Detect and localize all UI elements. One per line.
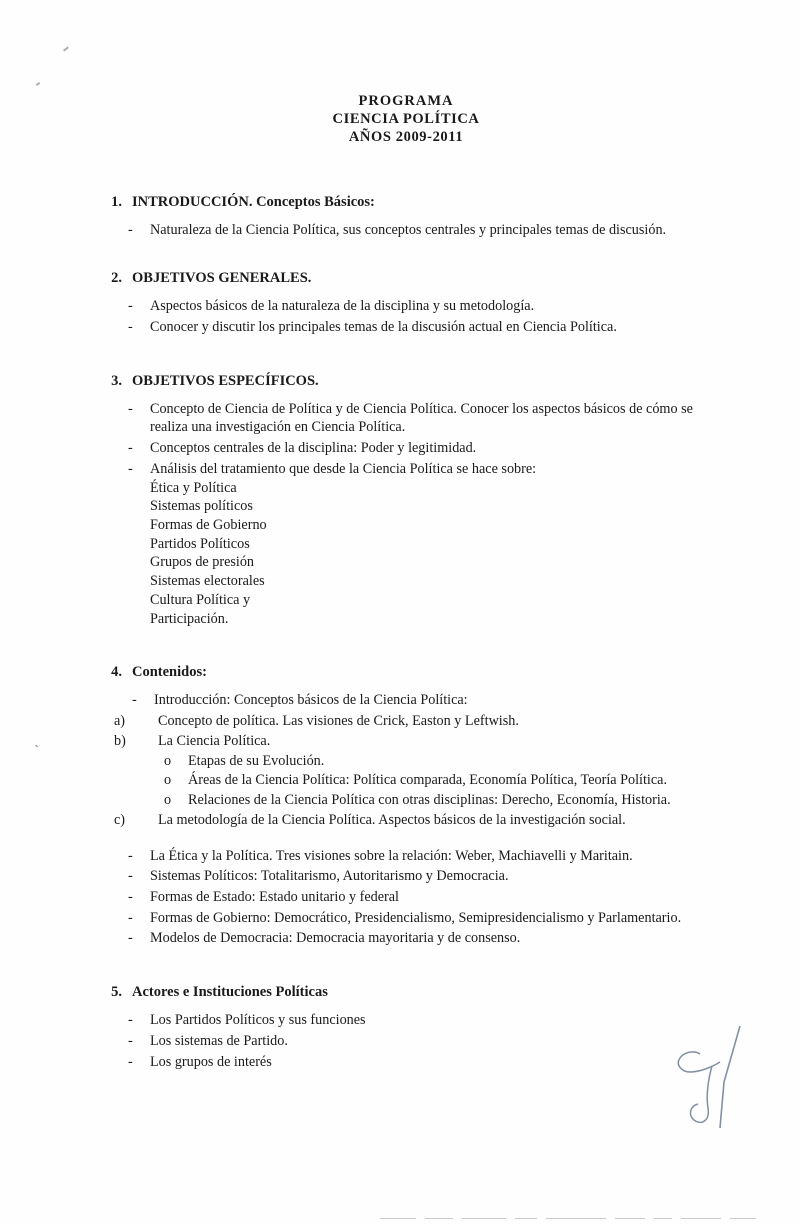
section-item-list	[122, 400, 716, 629]
section-title: INTRODUCCIÓN. Conceptos Básicos:	[132, 194, 375, 211]
lettered-item-text: La Ciencia Política.	[158, 732, 271, 749]
section-objetivos-especificos	[96, 373, 716, 629]
footer-dashes	[380, 1209, 780, 1212]
list-item	[126, 691, 716, 710]
lettered-item-text: Concepto de política. Las visiones de Crick, Easton y Leftwish.	[158, 713, 519, 730]
list-item	[122, 867, 716, 886]
section-contenidos	[96, 664, 716, 948]
list-item	[122, 929, 716, 948]
dash-bullet-icon: -	[132, 692, 137, 709]
title-line-1: PROGRAMA	[358, 93, 454, 109]
dash-bullet-icon: -	[128, 1012, 133, 1029]
list-item	[122, 1011, 716, 1030]
section-number: 1.	[111, 194, 122, 211]
document-body	[96, 92, 716, 1073]
list-item	[122, 439, 716, 458]
circle-list-item	[96, 791, 716, 810]
list-item	[122, 221, 716, 240]
list-item	[122, 909, 716, 928]
section-number: 3.	[111, 372, 122, 389]
subtopic-item: Sistemas políticos	[150, 498, 253, 515]
scan-speck-icon	[36, 82, 40, 86]
list-item-text: Formas de Estado: Estado unitario y federal	[150, 889, 400, 905]
list-item-text: Los Partidos Políticos y sus funciones	[150, 1012, 366, 1029]
dash-bullet-icon: -	[128, 1053, 133, 1070]
section-title: Actores e Instituciones Políticas	[132, 984, 328, 1001]
section-heading	[96, 664, 716, 681]
section-heading	[96, 194, 716, 211]
circle-item-text: Etapas de su Evolución.	[188, 752, 325, 769]
section-item-list	[122, 221, 716, 240]
list-item	[122, 888, 716, 907]
section-title: OBJETIVOS GENERALES.	[132, 270, 312, 287]
dash-bullet-icon: -	[128, 460, 133, 477]
lettered-item	[96, 712, 716, 731]
letter-label: a)	[114, 713, 126, 730]
section-number: 4.	[111, 664, 122, 681]
list-item-text: Los grupos de interés	[150, 1053, 272, 1070]
title-line-3: AÑOS 2009-2011	[348, 129, 464, 146]
list-item	[122, 297, 716, 316]
list-item-text: Aspectos básicos de la naturaleza de la disciplina y su metodología.	[150, 298, 535, 315]
list-item-text: Los sistemas de Partido.	[150, 1032, 288, 1049]
lettered-list	[96, 712, 716, 750]
circle-bullet-icon: o	[164, 792, 172, 809]
list-item	[122, 460, 716, 629]
list-item-text: Sistemas Políticos: Totalitarismo, Autoritarismo y Democracia.	[150, 868, 509, 885]
lettered-item	[96, 732, 716, 751]
section-item-list	[122, 297, 716, 336]
dash-bullet-icon: -	[128, 889, 133, 905]
dash-bullet-icon: -	[128, 222, 133, 239]
subtopic-item: Formas de Gobierno	[150, 516, 267, 533]
section-number: 5.	[111, 984, 122, 1001]
subtopic-item: Grupos de presión	[150, 554, 255, 571]
letter-label: c)	[114, 811, 126, 828]
subtopic-item: Partidos Políticos	[150, 535, 250, 552]
dash-bullet-icon: -	[128, 847, 133, 864]
section-objetivos-generales	[96, 270, 716, 336]
handwritten-scribble-icon	[628, 1020, 748, 1140]
letter-label: b)	[114, 732, 126, 749]
stray-tick-mark-icon: `	[33, 741, 43, 758]
subtopic-item: Ética y Política	[150, 479, 237, 496]
subtopic-item: Cultura Política y	[150, 591, 251, 608]
section-heading	[96, 270, 716, 287]
list-item-text: La Ética y la Política. Tres visiones sobre la relación: Weber, Machiavelli y Maritain.	[150, 847, 633, 864]
list-item-text: Análisis del tratamiento que desde la Ciencia Política se hace sobre:	[150, 460, 537, 477]
section-item-list	[122, 1011, 716, 1071]
subtopic-item: Sistemas electorales	[150, 573, 265, 590]
section-actores-instituciones	[96, 984, 716, 1071]
lettered-item	[96, 811, 716, 830]
list-item	[122, 1032, 716, 1051]
title-line-2: CIENCIA POLÍTICA	[332, 111, 480, 128]
list-item	[122, 1053, 716, 1072]
section-number: 2.	[111, 270, 122, 287]
lettered-item-text: La metodología de la Ciencia Política. Aspectos básicos de la investigación social.	[158, 811, 626, 828]
list-item-text: Conceptos centrales de la disciplina: Poder y legitimidad.	[150, 440, 477, 457]
circle-bullet-icon: o	[164, 772, 172, 789]
dash-bullet-icon: -	[128, 868, 133, 885]
section-item-list	[122, 847, 716, 949]
circle-bullet-list	[96, 752, 716, 810]
circle-bullet-icon: o	[164, 752, 172, 769]
dash-bullet-icon: -	[128, 1032, 133, 1049]
list-item	[122, 400, 716, 437]
list-item-text: Concepto de Ciencia de Política y de Ciencia Política. Conocer los aspectos básicos de cómo se realiza una investigación en Ciencia Política.	[150, 400, 693, 436]
list-item-text: Conocer y discutir los principales temas de la discusión actual en Ciencia Política.	[150, 318, 617, 335]
subtopic-item: Participación.	[150, 610, 229, 627]
circle-list-item	[96, 752, 716, 771]
list-item	[122, 847, 716, 866]
circle-item-text: Áreas de la Ciencia Política: Política comparada, Economía Política, Teoría Política.	[188, 772, 668, 789]
lettered-list	[96, 811, 716, 830]
list-item-text: Introducción: Conceptos básicos de la Ciencia Política:	[154, 692, 468, 709]
dash-bullet-icon: -	[128, 298, 133, 315]
list-item	[122, 318, 716, 337]
dash-bullet-icon: -	[128, 930, 133, 947]
list-item-text: Naturaleza de la Ciencia Política, sus conceptos centrales y principales temas de discusión.	[150, 222, 667, 239]
subtopic-list	[150, 479, 716, 629]
section-heading	[96, 373, 716, 390]
list-item-text: Formas de Gobierno: Democrático, Presidencialismo, Semipresidencialismo y Parlamentario.	[150, 909, 682, 926]
list-item-text: Modelos de Democracia: Democracia mayoritaria y de consenso.	[150, 930, 521, 947]
dash-bullet-icon: -	[128, 909, 133, 926]
section-title: Contenidos:	[132, 664, 207, 681]
document-title-block	[96, 92, 716, 146]
scan-speck-icon	[63, 46, 69, 51]
dash-bullet-icon: -	[128, 318, 133, 335]
section-item-list	[126, 691, 716, 710]
section-heading	[96, 984, 716, 1001]
circle-item-text: Relaciones de la Ciencia Política con otras disciplinas: Derecho, Economía, Historia.	[188, 792, 671, 809]
circle-list-item	[96, 771, 716, 790]
section-title: OBJETIVOS ESPECÍFICOS.	[132, 372, 319, 389]
dash-bullet-icon: -	[128, 400, 133, 417]
section-introduccion	[96, 194, 716, 240]
dash-bullet-icon: -	[128, 440, 133, 457]
